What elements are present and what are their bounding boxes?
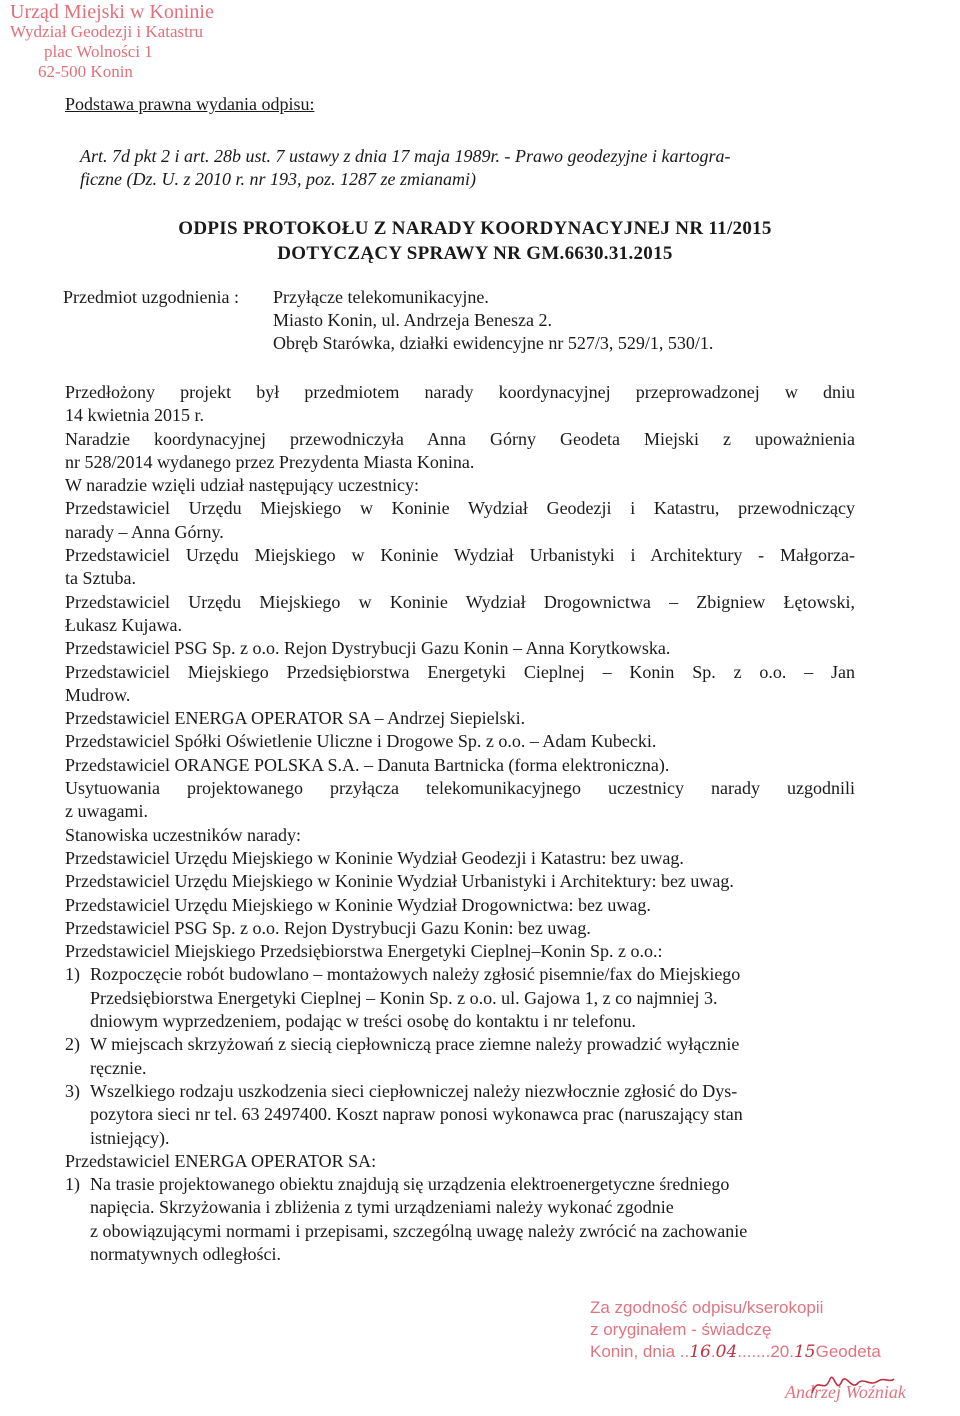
body-line: Przedstawiciel Urzędu Miejskiego w Koninie Wydział Urbanistyki i Architektury - Małgorza-: [65, 545, 855, 566]
body-line: Przedstawiciel PSG Sp. z o.o. Rejon Dystrybucji Gazu Konin – Anna Korytkowska.: [65, 638, 671, 659]
certification-role: Geodeta: [815, 1342, 881, 1361]
body-line: z uwagami.: [65, 801, 148, 822]
body-line: Stanowiska uczestników narady:: [65, 824, 301, 845]
body-line: Przedstawiciel ORANGE POLSKA S.A. – Danuta Bartnicka (forma elektroniczna).: [65, 754, 670, 775]
certification-month: 04: [715, 1342, 738, 1362]
numbered-item-line: Przedsiębiorstwa Energetyki Cieplnej – Konin Sp. z o.o. ul. Gajowa 1, z co najmniej 3.: [90, 987, 718, 1008]
title-line-1: ODPIS PROTOKOŁU Z NARADY KOORDYNACYJNEJ NR 11/2015: [178, 218, 772, 239]
body-line: Przedstawiciel Urzędu Miejskiego w Koninie Wydział Geodezji i Katastru: bez uwag.: [65, 847, 684, 868]
numbered-item-line: ręcznie.: [90, 1057, 147, 1078]
stamp-line-1: Urząd Miejski w Koninie: [10, 1, 214, 23]
certification-line-3: [590, 1341, 881, 1363]
office-stamp: [10, 2, 214, 82]
stamp-line-3: plac Wolności 1: [44, 42, 153, 61]
numbered-item-line: [65, 1033, 855, 1056]
certification-day: 16: [689, 1342, 711, 1362]
body-line: Przedstawiciel Miejskiego Przedsiębiorstwa Energetyki Cieplnej – Konin Sp. z o.o. – Jan: [65, 661, 855, 682]
subject-line-3: Obręb Starówka, działki ewidencyjne nr 527/3, 529/1, 530/1.: [273, 333, 714, 353]
certification-year: 15: [793, 1342, 816, 1362]
subject-values: [273, 286, 713, 355]
body-line: Przedstawiciel Urzędu Miejskiego w Koninie Wydział Urbanistyki i Architektury: bez uwag.: [65, 871, 734, 892]
basis-heading: Podstawa prawna wydania odpisu:: [65, 94, 315, 114]
certification-stamp: [590, 1297, 881, 1363]
signer-name: Andrzej Woźniak: [785, 1382, 906, 1402]
title-line-2: DOTYCZĄCY SPRAWY NR GM.6630.31.2015: [277, 243, 673, 264]
numbered-item-line: normatywnych odległości.: [90, 1243, 281, 1264]
body-line: Mudrow.: [65, 684, 131, 705]
item-number: 1): [65, 1174, 80, 1195]
body-line: Przedstawiciel Miejskiego Przedsiębiorstwa Energetyki Cieplnej–Konin Sp. z o.o.:: [65, 941, 663, 962]
body-line: Łukasz Kujawa.: [65, 614, 182, 635]
stamp-line-2: Wydział Geodezji i Katastru: [10, 22, 203, 41]
body-line: W naradzie wzięli udział następujący uczestnicy:: [65, 475, 420, 496]
handwritten-signature: [808, 1365, 898, 1405]
body-line: narady – Anna Górny.: [65, 521, 224, 542]
numbered-item-line: istniejący).: [90, 1127, 170, 1148]
body-line: Przedłożony projekt był przedmiotem narady koordynacyjnej przeprowadzonej w dniu: [65, 382, 855, 402]
body-line: nr 528/2014 wydanego przez Prezydenta Miasta Konina.: [65, 451, 475, 472]
certification-date-dots: .......20.: [737, 1342, 794, 1361]
body-line: Przedstawiciel Spółki Oświetlenie Uliczne i Drogowe Sp. z o.o. – Adam Kubecki.: [65, 731, 657, 752]
certification-date-prefix: Konin, dnia ..: [590, 1342, 690, 1361]
body-line: Usytuowania projektowanego przyłącza telekomunikacyjnego uczestnicy narady uzgodnili: [65, 778, 855, 799]
certification-line-1: Za zgodność odpisu/kserokopii: [590, 1298, 824, 1317]
item-text: Rozpoczęcie robót budowlano – montażowych należy zgłosić pisemnie/fax do Miejskiego: [90, 964, 741, 985]
stamp-line-4: 62-500 Konin: [38, 62, 133, 81]
numbered-item-line: dniowym wyprzedzeniem, podając w treści osobę do kontaktu i nr telefonu.: [90, 1011, 636, 1032]
energa-heading: Przedstawiciel ENERGA OPERATOR SA:: [65, 1150, 377, 1171]
body-line: ta Sztuba.: [65, 568, 136, 589]
numbered-item-line: napięcia. Skrzyżowania i zbliżenia z tymi urządzeniami należy wykonać zgodnie: [90, 1197, 674, 1218]
numbered-item-line: [65, 1080, 855, 1103]
item-text: Wszelkiego rodzaju uszkodzenia sieci ciepłowniczej należy niezwłocznie zgłosić do Dys-: [90, 1080, 738, 1101]
subject-line-2: Miasto Konin, ul. Andrzeja Benesza 2.: [273, 310, 552, 330]
document-title: [60, 216, 890, 266]
numbered-item-line: pozytora sieci nr tel. 63 2497400. Koszt napraw ponosi wykonawca prac (naruszający stan: [90, 1104, 743, 1125]
item-number: 1): [65, 964, 80, 985]
legal-basis-line-1: Art. 7d pkt 2 i art. 28b ust. 7 ustawy z dnia 17 maja 1989r. - Prawo geodezyjne i kartogra-: [80, 146, 731, 166]
numbered-item-line: [65, 963, 855, 986]
certification-date-sep: .: [710, 1342, 716, 1361]
subject-line-1: Przyłącze telekomunikacyjne.: [273, 287, 489, 307]
legal-basis: [80, 145, 870, 191]
numbered-item-line: z obowiązującymi normami i przepisami, szczególną uwagę należy zwrócić na zachowanie: [90, 1220, 748, 1241]
body-line: Przedstawiciel Urzędu Miejskiego w Koninie Wydział Drogownictwa – Zbigniew Łętowski,: [65, 591, 855, 612]
item-number: 2): [65, 1034, 80, 1055]
item-text: W miejscach skrzyżowań z siecią ciepłowniczą prace ziemne należy prowadzić wyłącznie: [90, 1034, 740, 1055]
certification-line-2: z oryginałem - świadczę: [590, 1320, 772, 1339]
protocol-body: [65, 381, 855, 1266]
subject-label: Przedmiot uzgodnienia :: [63, 287, 239, 307]
numbered-item-line: [65, 1173, 855, 1196]
body-line: 14 kwietnia 2015 r.: [65, 405, 204, 426]
body-line: Przedstawiciel Urzędu Miejskiego w Koninie Wydział Geodezji i Katastru, przewodniczący: [65, 498, 855, 519]
body-line: Przedstawiciel Urzędu Miejskiego w Koninie Wydział Drogownictwa: bez uwag.: [65, 894, 651, 915]
legal-basis-line-2: ficzne (Dz. U. z 2010 r. nr 193, poz. 1287 ze zmianami): [80, 169, 476, 189]
body-line: Naradzie koordynacyjnej przewodniczyła Anna Górny Geodeta Miejski z upoważnienia: [65, 428, 855, 449]
body-line: Przedstawiciel PSG Sp. z o.o. Rejon Dystrybucji Gazu Konin: bez uwag.: [65, 917, 591, 938]
item-text: Na trasie projektowanego obiektu znajdują się urządzenia elektroenergetyczne średniego: [90, 1174, 730, 1195]
body-line: Przedstawiciel ENERGA OPERATOR SA – Andrzej Siepielski.: [65, 708, 526, 729]
item-number: 3): [65, 1080, 80, 1101]
